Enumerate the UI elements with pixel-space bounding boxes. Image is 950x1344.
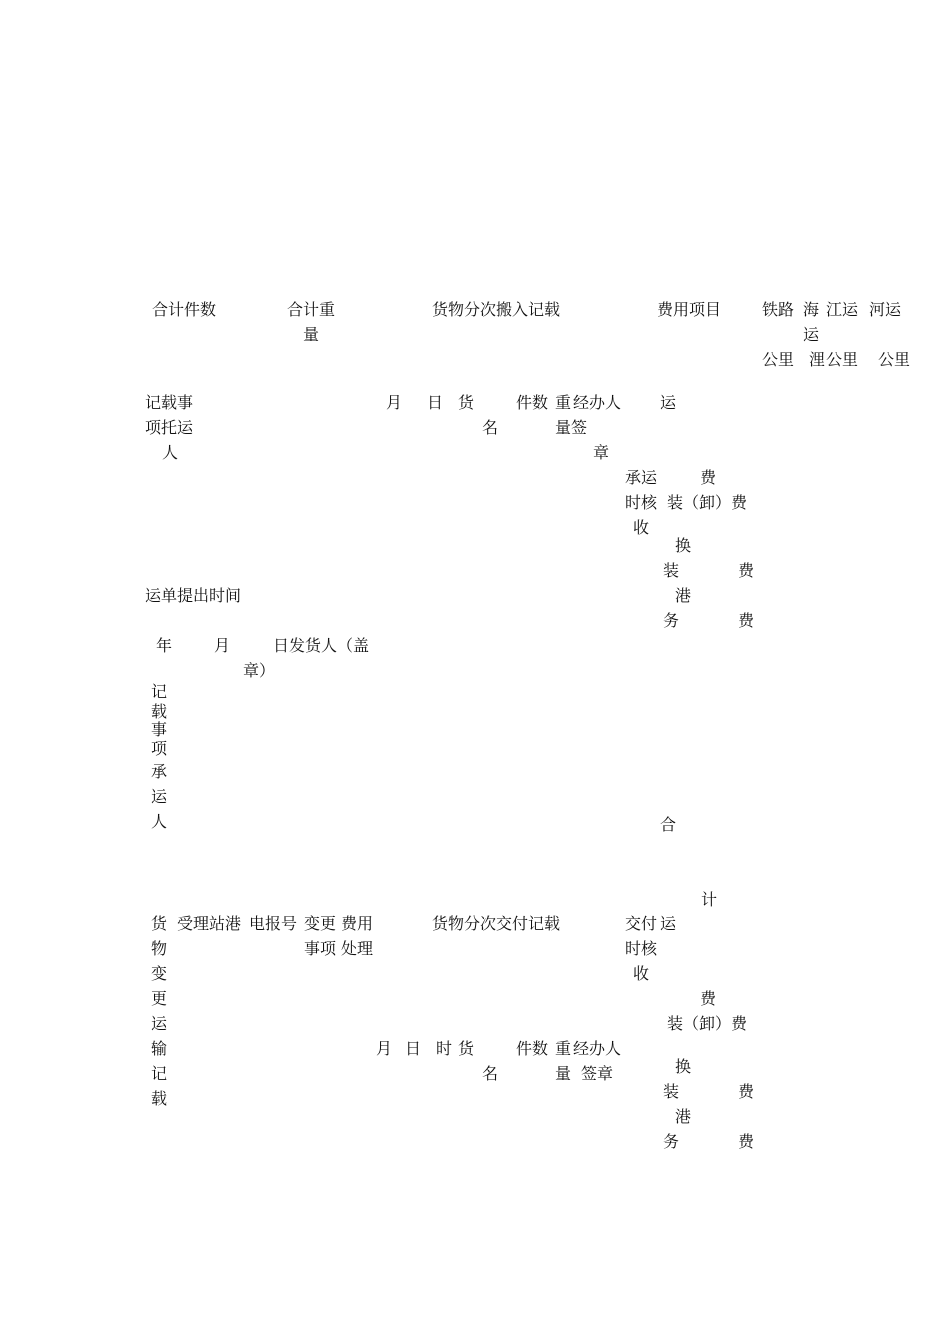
weight-label-3: 重 — [555, 1039, 572, 1058]
transship-label-lower-2: 装 — [663, 1082, 680, 1101]
railway-unit: 公里 — [762, 350, 795, 369]
handler-label: 经办人 — [573, 393, 622, 412]
carrier-record-char: 运 — [151, 787, 168, 806]
day-label: 日 — [427, 393, 444, 412]
total-pieces-label: 合计件数 — [152, 300, 217, 319]
shipper-seal-label-cont: 章） — [243, 661, 276, 680]
yun-label: 运 — [660, 393, 677, 412]
carrier-verify-label: 承运 — [625, 468, 658, 487]
sign-seal-label: 签章 — [581, 1064, 614, 1083]
fee-items-label: 费用项目 — [657, 300, 722, 319]
jiang-unit: 公里 — [826, 350, 859, 369]
total-label: 合 — [660, 815, 677, 834]
shipper-record-label: 记载事 — [145, 393, 194, 412]
change-record-char: 运 — [151, 1014, 168, 1033]
delivery-record-title: 货物分次交付记载 — [432, 914, 561, 933]
fee-handling-label-2: 处理 — [341, 939, 374, 958]
total-label-2: 计 — [701, 890, 718, 909]
sea-label: 海 — [803, 300, 820, 319]
carrier-record-char: 载 — [151, 702, 168, 721]
handler-label-3: 经办人 — [573, 1039, 622, 1058]
transship-label: 换 — [675, 536, 692, 555]
pieces-label: 件数 — [516, 393, 549, 412]
change-item-label: 变更 — [304, 914, 337, 933]
change-record-char: 更 — [151, 989, 168, 1008]
month-label-2: 月 — [214, 636, 231, 655]
deliver-verify-label-2: 时核 — [625, 939, 658, 958]
river-he-label: 河运 — [869, 300, 902, 319]
transship-fee-label-lower: 费 — [738, 1082, 755, 1101]
weight-sign-label: 量签 — [555, 418, 588, 437]
waybill-time-label: 运单提出时间 — [145, 586, 242, 605]
carrier-record-char: 记 — [151, 682, 168, 701]
carrier-record-char: 人 — [151, 812, 168, 831]
port-fee-label: 费 — [738, 611, 755, 630]
port-label-2: 务 — [663, 611, 680, 630]
port-label-lower: 港 — [675, 1107, 692, 1126]
shipper-seal-label: 日发货人（盖 — [273, 636, 370, 655]
goods-label-3-cont: 名 — [482, 1064, 499, 1083]
carrier-record-char: 承 — [151, 762, 168, 781]
change-record-char: 货 — [151, 914, 168, 933]
carrier-record-char: 事 — [151, 720, 168, 739]
seal-label: 章 — [593, 443, 610, 462]
month-label: 月 — [386, 393, 403, 412]
transship-label-lower: 换 — [675, 1057, 692, 1076]
goods-label-3: 货 — [458, 1039, 475, 1058]
shipper-record-label-3: 人 — [162, 443, 179, 462]
carrier-verify-label-2: 时核 — [625, 493, 658, 512]
port-label: 港 — [675, 586, 692, 605]
carrier-record-char: 项 — [151, 739, 168, 758]
freight-fee-label: 费 — [700, 468, 717, 487]
change-item-label-2: 事项 — [304, 939, 337, 958]
change-record-char: 记 — [151, 1064, 168, 1083]
weight-label-3-cont: 量 — [555, 1064, 572, 1083]
he-unit: 公里 — [878, 350, 911, 369]
river-jiang-label: 江运 — [826, 300, 859, 319]
port-fee-label-lower: 费 — [738, 1132, 755, 1151]
change-record-char: 载 — [151, 1089, 168, 1108]
weight-label: 重 — [555, 393, 572, 412]
goods-label-cont: 名 — [482, 418, 499, 437]
sea-label-cont: 运 — [803, 325, 820, 344]
month-label-3: 月 — [376, 1039, 393, 1058]
deliver-verify-label: 交付 — [625, 914, 658, 933]
change-record-char: 物 — [151, 939, 168, 958]
telegram-no-label: 电报号 — [249, 914, 298, 933]
freight-fee-label-lower: 费 — [700, 989, 717, 1008]
transship-fee-label: 费 — [738, 561, 755, 580]
deliver-verify-label-3: 收 — [633, 964, 650, 983]
loading-record-title: 货物分次搬入记载 — [432, 300, 561, 319]
sea-unit: 浬 — [809, 350, 826, 369]
change-record-char: 变 — [151, 964, 168, 983]
total-weight-label-cont: 量 — [303, 325, 320, 344]
port-label-lower-2: 务 — [663, 1132, 680, 1151]
transship-label-2: 装 — [663, 561, 680, 580]
pieces-label-3: 件数 — [516, 1039, 549, 1058]
fee-handling-label: 费用 — [341, 914, 374, 933]
year-label: 年 — [156, 636, 173, 655]
railway-label: 铁路 — [762, 300, 795, 319]
day-label-3: 日 — [405, 1039, 422, 1058]
accept-station-label: 受理站港 — [177, 914, 242, 933]
shipper-record-label-2: 项托运 — [145, 418, 194, 437]
goods-label: 货 — [458, 393, 475, 412]
carrier-verify-label-3: 收 — [633, 518, 650, 537]
hour-label: 时 — [436, 1039, 453, 1058]
deliver-yun-label: 运 — [660, 914, 677, 933]
loading-fee-label-lower: 装（卸）费 — [667, 1014, 748, 1033]
total-weight-label: 合计重 — [287, 300, 336, 319]
change-record-char: 输 — [151, 1039, 168, 1058]
loading-fee-label: 装（卸）费 — [667, 493, 748, 512]
